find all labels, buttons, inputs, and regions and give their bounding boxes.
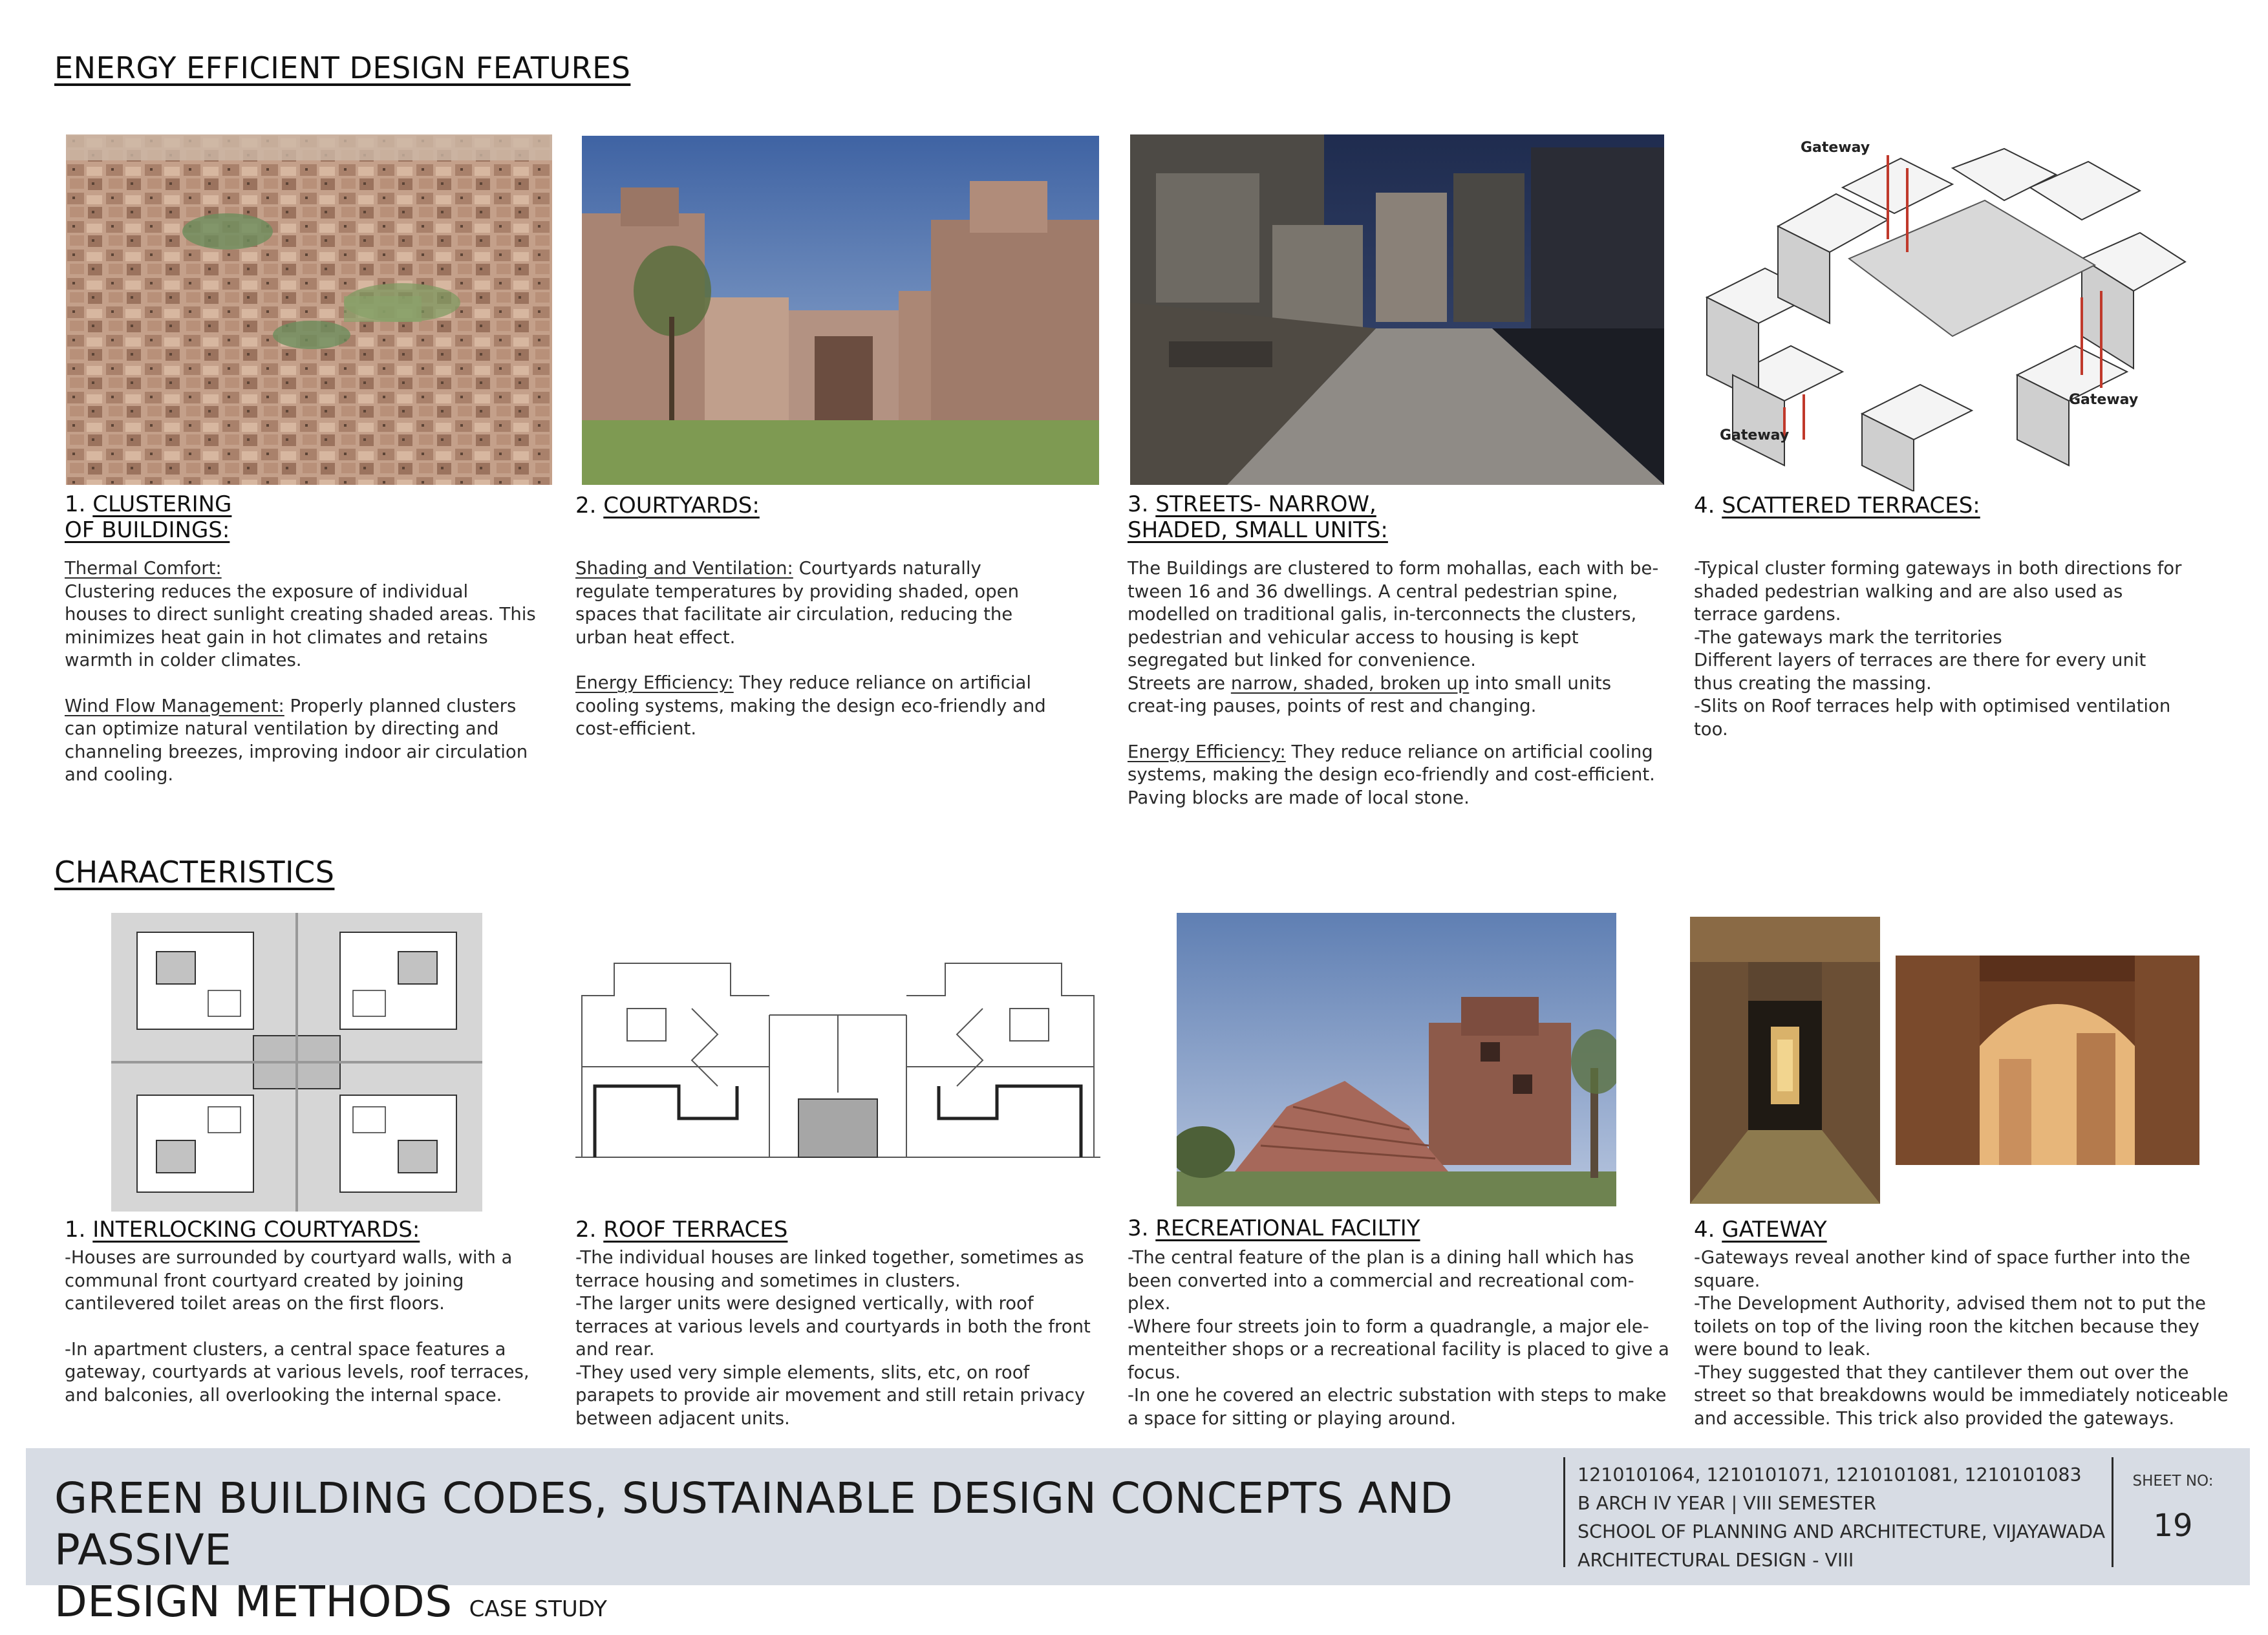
footer-divider-right <box>2112 1457 2113 1567</box>
char-text-roof-terraces: -The individual houses are linked together, sometimes as terrace housing and sometimes in clusters. -The larger units were designed vertically, with roof terraces at various levels and courtyards in both the front and rear. -They used very simple elements, slits, etc, on roof parapets to provide air movement and still retain privacy between adjacent units. <box>575 1247 1091 1429</box>
char-text-recreational: -The central feature of the plan is a dining hall which has been converted into a commercial and recreational com-plex. -Where four streets join to form a quadrangle, a major ele-menteither shops or a recreational facility is placed to give a focus. -In one he covered an electric substation with steps to make a space for sitting or playing around. <box>1128 1247 1669 1429</box>
subject-name: ARCHITECTURAL DESIGN - VIII <box>1578 1550 1854 1571</box>
feature-text-courtyards: Shading and Ventilation: Courtyards naturally regulate temperatures by providing shaded, open spaces that facilitate air circulation, reducing the urban heat effect. Energy Efficiency: They reduce reliance on artificial cooling systems, making the design eco-friendly and cost-efficient. <box>575 558 1046 739</box>
footer-divider-left <box>1563 1457 1565 1567</box>
char-text-interlocking: -Houses are surrounded by courtyard walls, with a communal front courtyard created by joining cantilevered toilet areas on the first floors. -In apartment clusters, a central space features a gateway, courtyards at various levels, roof terraces, and balconies, all overlooking the internal space. <box>65 1247 530 1405</box>
feature-text-terraces: -Typical cluster forming gateways in both directions for shaded pedestrian walking and are also used as terrace gardens. -The gateways mark the territories Different layers of terraces are there for every unit thus creating the massing. -Slits on Roof terraces help with optimised ventilation too. <box>1694 558 2182 740</box>
char-heading-interlocking: 1. INTERLOCKING COURTYARDS: <box>65 1217 420 1243</box>
char-heading-roof-terraces: 2. ROOF TERRACES <box>575 1217 788 1243</box>
course-year: B ARCH IV YEAR | VIII SEMESTER <box>1578 1493 1877 1514</box>
char-text-gateway: -Gateways reveal another kind of space further into the square. -The Development Authority, advised them not to put the toilets on top of the living roon the kitchen because they were bound to leak. -They suggested that they cantilever them out over the street so that breakdowns would be immediately noticeable and accessible. This trick also provided the gateways. <box>1694 1247 2229 1429</box>
gateway-label-top: Gateway <box>1801 140 1870 156</box>
sheet-number: 19 <box>2153 1508 2193 1544</box>
gateway-label-left: Gateway <box>1720 427 1790 443</box>
char-heading-gateway: 4. GATEWAY <box>1694 1217 1827 1243</box>
feature-heading-courtyards: 2. COURTYARDS: <box>575 493 760 518</box>
gateway-label-right: Gateway <box>2069 392 2139 408</box>
clustering-aerial-photo <box>66 134 552 485</box>
gateway-photo-2 <box>1896 956 2199 1165</box>
scattered-terraces-diagram <box>1694 129 2188 491</box>
courtyard-photo <box>582 136 1099 485</box>
narrow-street-photo <box>1130 134 1664 485</box>
student-ids: 1210101064, 1210101071, 1210101081, 1210101083 <box>1578 1464 2082 1486</box>
school-name: SCHOOL OF PLANNING AND ARCHITECTURE, VIJAYAWADA <box>1578 1521 2106 1543</box>
sheet-number-label: SHEET NO: <box>2132 1473 2214 1490</box>
feature-heading-streets: 3. STREETS- NARROW, SHADED, SMALL UNITS: <box>1128 491 1388 543</box>
feature-heading-terraces: 4. SCATTERED TERRACES: <box>1694 493 1980 518</box>
roof-terraces-section <box>575 937 1100 1170</box>
section-title-energy: ENERGY EFFICIENT DESIGN FEATURES <box>54 50 631 85</box>
char-heading-recreational: 3. RECREATIONAL FACILTIY <box>1128 1215 1420 1241</box>
section-title-characteristics: CHARACTERISTICS <box>54 855 335 890</box>
feature-text-streets: The Buildings are clustered to form mohallas, each with be-tween 16 and 36 dwellings. A central pedestrian spine, modelled on traditional galis, in-terconnects the clusters, pedestrian and vehicular access to housing is kept segregated but linked for convenience. Streets are narrow, shaded, broken up into small units creat-ing pauses, points of rest and changing. Energy Efficiency: They reduce reliance on artificial cooling systems, making the design eco-friendly and cost-efficient. Paving blocks are made of local stone. <box>1128 558 1659 808</box>
feature-text-clustering: Thermal Comfort: Clustering reduces the exposure of individual houses to direct sunlight creating shaded areas. This minimizes heat gain in hot climates and retains warmth in colder climates. Wind Flow Management: Properly planned clusters can optimize natural ventilation by directing and channeling breezes, improving indoor air circulation and cooling. <box>65 558 536 785</box>
sheet-title: GREEN BUILDING CODES, SUSTAINABLE DESIGN CONCEPTS AND PASSIVE DESIGN METHODS CASE STUDY <box>54 1473 1453 1627</box>
project-info <box>1578 1461 2105 1575</box>
interlocking-courtyards-plan <box>111 913 482 1212</box>
sheet-subtitle: CASE STUDY <box>469 1596 607 1622</box>
feature-heading-clustering: 1. CLUSTERING OF BUILDINGS: <box>65 491 232 543</box>
recreational-facility-photo <box>1177 913 1616 1206</box>
gateway-photo-1 <box>1690 917 1880 1204</box>
